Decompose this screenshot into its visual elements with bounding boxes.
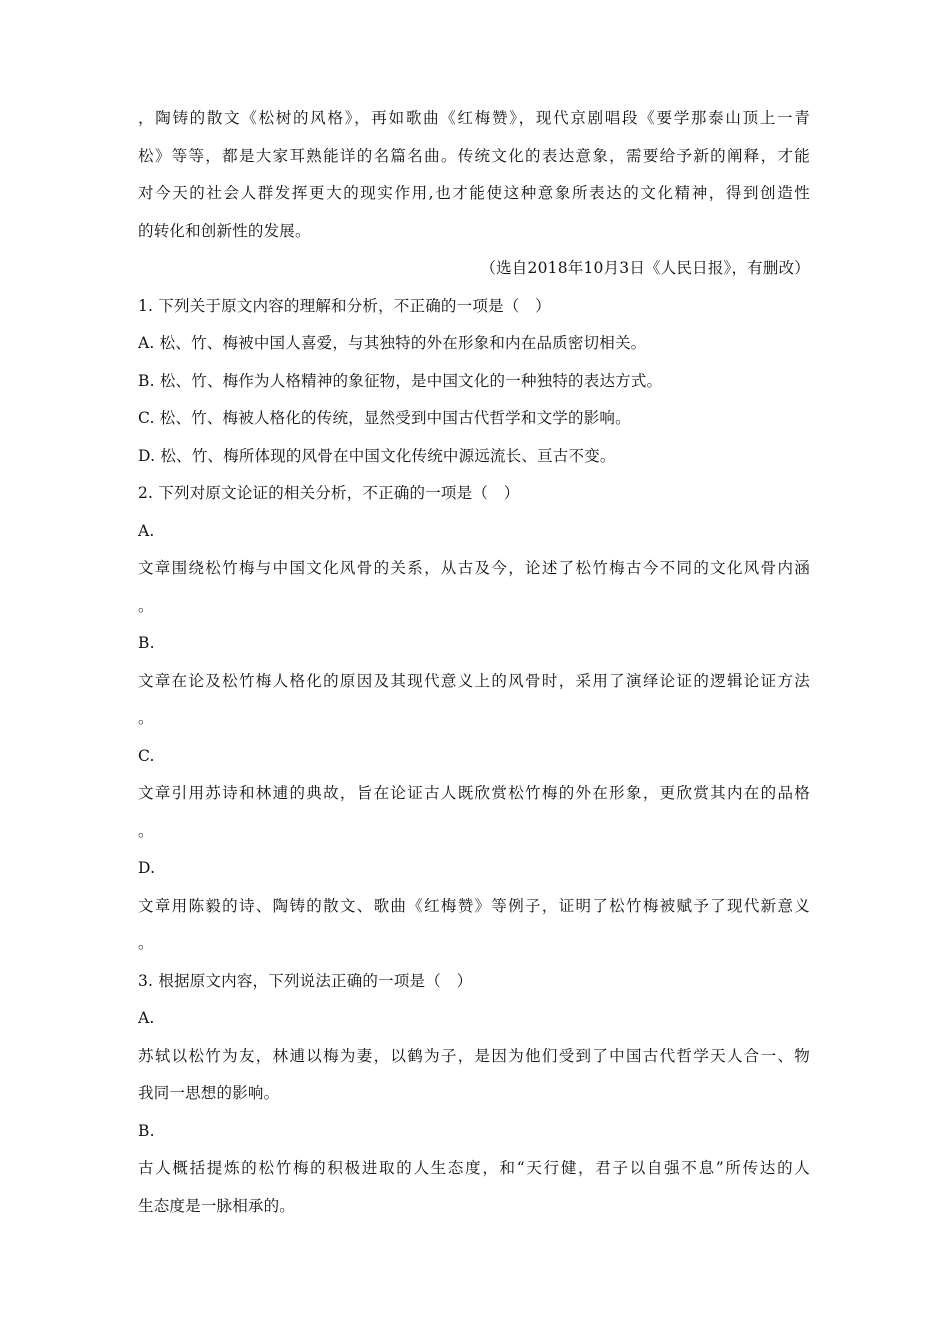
q2-option-c-letter: C. [138, 746, 155, 765]
q3-option-a-line-1: 苏轼以松竹为友，林逋以梅为妻，以鹤为子，是因为他们受到了中国古代哲学天人合一、物 [138, 1046, 810, 1065]
q2-option-a-text: 文章围绕松竹梅与中国文化风骨的关系，从古及今，论述了松竹梅古今不同的文化风骨内涵 [138, 559, 810, 577]
q2-option-b-tail: 。 [138, 709, 154, 727]
q2-stem: 2. 下列对原文论证的相关分析，不正确的一项是（ ） [138, 484, 520, 502]
q1-option-b: B. 松、竹、梅作为人格精神的象征物，是中国文化的一种独特的表达方式。 [138, 371, 663, 390]
q1-option-a: A. 松、竹、梅被中国人喜爱，与其独特的外在形象和内在品质密切相关。 [138, 334, 647, 352]
q2-option-a-letter: A. [138, 521, 155, 540]
q2-option-c-text: 文章引用苏诗和林逋的典故，旨在论证古人既欣赏松竹梅的外在形象，更欣赏其内在的品格 [138, 784, 810, 802]
source-citation: （选自2018年10月3日《人民日报》，有删改） [480, 259, 810, 277]
q2-option-d-letter: D. [138, 859, 156, 877]
q1-option-d: D. 松、竹、梅所体现的风骨在中国文化传统中源远流长、亘古不变。 [138, 446, 616, 465]
q3-stem: 3. 根据原文内容，下列说法正确的一项是（ ） [138, 971, 473, 990]
passage-line-3: 对今天的社会人群发挥更大的现实作用,也才能使这种意象所表达的文化精神，得到创造性 [138, 184, 810, 202]
q2-option-a-tail: 。 [138, 596, 154, 615]
q3-option-b-letter: B. [138, 1121, 155, 1140]
q1-option-c: C. 松、竹、梅被人格化的传统，显然受到中国古代哲学和文学的影响。 [138, 409, 631, 427]
q2-option-b-text: 文章在论及松竹梅人格化的原因及其现代意义上的风骨时，采用了演绎论证的逻辑论证方法 [138, 671, 810, 690]
q2-option-b-letter: B. [138, 634, 155, 652]
passage-line-4: 的转化和创新性的发展。 [138, 221, 311, 240]
passage-line-2: 松》等等，都是大家耳熟能详的名篇名曲。传统文化的表达意象，需要给予新的阐释，才能 [138, 146, 810, 165]
q3-option-b-line-2: 生态度是一脉相承的。 [138, 1196, 296, 1215]
passage-line-1: ，陶铸的散文《松树的风格》，再如歌曲《红梅赞》，现代京剧唱段《要学那泰山顶上一青 [138, 109, 810, 127]
q2-option-d-text: 文章用陈毅的诗、陶铸的散文、歌曲《红梅赞》等例子，证明了松竹梅被赋予了现代新意义 [138, 896, 810, 915]
q2-option-d-tail: 。 [138, 934, 154, 952]
q2-option-c-tail: 。 [138, 821, 154, 840]
q3-option-b-line-1: 古人概括提炼的松竹梅的积极进取的人生态度，和“天行健，君子以自强不息”所传达的人 [138, 1159, 810, 1177]
q1-stem: 1. 下列关于原文内容的理解和分析，不正确的一项是（ ） [138, 296, 551, 315]
q3-option-a-letter: A. [138, 1009, 155, 1027]
q3-option-a-line-2: 我同一思想的影响。 [138, 1084, 280, 1102]
document-page [138, 100, 810, 1225]
